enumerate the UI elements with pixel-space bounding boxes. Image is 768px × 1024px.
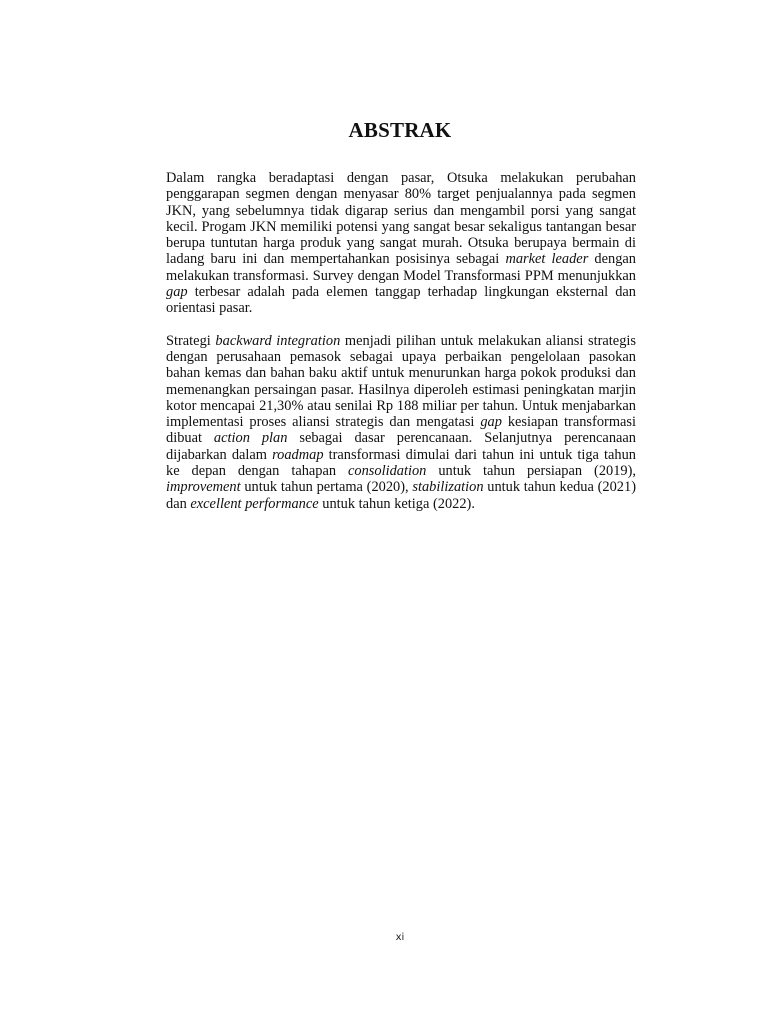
paragraph-2-run-16: excellent performance	[190, 495, 319, 512]
paragraph-2-run-5: kesiapan transformasi dibuat	[166, 414, 636, 447]
paragraph-2-run-17: untuk tahun ketiga (2022).	[318, 495, 475, 512]
paragraph-2-run-4: gap	[480, 414, 502, 431]
paragraph-2-run-13: untuk tahun pertama (2020),	[240, 479, 413, 496]
paragraph-2-run-8: roadmap	[272, 446, 324, 463]
page-number: xi	[395, 932, 405, 943]
paragraph-2-run-12: improvement	[166, 479, 241, 496]
paragraph-2-run-2: backward integration	[215, 332, 341, 349]
paragraph-2-run-10: consolidation	[348, 463, 427, 480]
paragraph-1-run-5: terbesar adalah pada elemen tanggap terhadap lingkungan eksternal dan orientasi pasar.	[166, 284, 636, 317]
paragraph-2-run-9: transformasi dimulai dari tahun ini untuk tiga tahun ke depan dengan tahapan	[166, 446, 636, 480]
paragraph-1-run-1: Dalam rangka beradaptasi dengan pasar, Otsuka melakukan perubahan penggarapan segmen dengan menyasar 80% target penjualannya pada segmen JKN, yang sebelumnya tidak digarap serius dan mengambil porsi yang sangat kecil. Progam JKN memiliki potensi yang sangat besar sekaligus tantangan besar berupa tuntutan harga produk yang sangat murah. Otsuka berupaya bermain di ladang baru ini dan mempertahankan posisinya sebagai	[166, 170, 636, 268]
page-title: ABSTRAK	[348, 118, 452, 142]
abstract-paragraph-1	[166, 170, 636, 317]
paragraph-2-run-3: menjadi pilihan untuk melakukan aliansi strategis dengan perusahaan pemasok sebagai upaya perbaikan pengelolaan pasokan bahan kemas dan bahan baku aktif untuk menurunkan harga pokok produksi dan memenangkan persaingan pasar. Hasilnya diperoleh estimasi peningkatan marjin kotor mencapai 21,30% atau senilai Rp 188 miliar per tahun. Untuk menjabarkan implementasi proses aliansi strategis dan mengatasi	[166, 332, 636, 431]
paragraph-2-run-11: untuk tahun persiapan (2019),	[426, 463, 636, 480]
paragraph-2-run-15: untuk tahun kedua (2021) dan	[166, 479, 636, 512]
abstract-paragraph-2	[166, 333, 636, 512]
paragraph-1-run-4: gap	[166, 284, 188, 301]
abstract-body	[166, 170, 636, 528]
paragraph-2-run-1: Strategi	[166, 332, 216, 349]
paragraph-2-run-6: action plan	[213, 430, 288, 447]
paragraph-2-run-7: sebagai dasar perencanaan. Selanjutnya perencanaan dijabarkan dalam	[166, 430, 636, 463]
paragraph-1-run-2: market leader	[505, 251, 589, 268]
paragraph-1-run-3: dengan melakukan transformasi. Survey dengan Model Transformasi PPM menunjukkan	[166, 251, 636, 284]
paragraph-2-run-14: stabilization	[412, 479, 484, 496]
